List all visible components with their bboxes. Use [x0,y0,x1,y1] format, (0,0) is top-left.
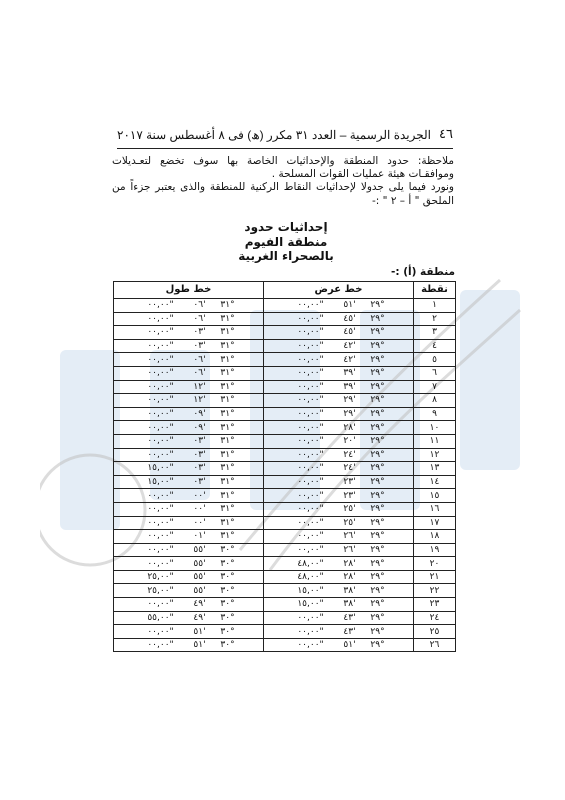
minutes-value: ١٢' [193,381,206,392]
minutes-value: ٠٠' [193,504,206,515]
minutes-value: ٢٩' [343,395,356,406]
longitude-cell [114,475,264,489]
degrees-value: ٣١° [220,409,235,420]
header-longitude: خط طول [114,282,264,299]
seconds-value: ٠٠,٠٠" [297,395,324,406]
degrees-value: ٣١° [220,504,235,515]
table-row [114,462,456,476]
latitude-cell [264,380,414,394]
point-number: ١٣ [414,462,456,476]
seconds-value: ٠٠,٠٠" [297,477,324,488]
latitude-cell [264,312,414,326]
seconds-value: ٠٠,٠٠" [147,368,174,379]
heading-line-1: إحداثيات حدود [244,220,328,234]
longitude-cell [114,394,264,408]
seconds-value: ٠٠,٠٠" [297,612,324,623]
minutes-value: ٢٣' [343,477,356,488]
degrees-value: ٢٩° [370,477,385,488]
degrees-value: ٣٠° [220,626,235,637]
point-number: ٤ [414,339,456,353]
degrees-value: ٣٠° [220,544,235,555]
point-number: ٢٠ [414,557,456,571]
seconds-value: ٠٠,٠٠" [297,531,324,542]
degrees-value: ٢٩° [370,341,385,352]
longitude-cell [114,421,264,435]
degrees-value: ٣١° [220,517,235,528]
minutes-value: ٠٣' [193,463,206,474]
degrees-value: ٣٠° [220,640,235,651]
minutes-value: ٠١' [193,531,206,542]
minutes-value: ٥١' [193,626,206,637]
seconds-value: ٤٨,٠٠" [297,558,324,569]
table-row [114,434,456,448]
minutes-value: ١٢' [193,395,206,406]
latitude-cell [264,475,414,489]
longitude-cell [114,448,264,462]
degrees-value: ٣١° [220,463,235,474]
seconds-value: ٠٠,٠٠" [297,354,324,365]
longitude-cell [114,462,264,476]
minutes-value: ٢٦' [343,544,356,555]
seconds-value: ٠٠,٠٠" [147,422,174,433]
latitude-cell [264,339,414,353]
minutes-value: ٠٦' [193,313,206,324]
table-row [114,611,456,625]
minutes-value: ٠٩' [193,409,206,420]
degrees-value: ٢٩° [370,313,385,324]
zone-label: منطقة (أ) :- [390,266,455,278]
point-number: ٢ [414,312,456,326]
latitude-cell [264,530,414,544]
latitude-cell [264,570,414,584]
longitude-cell [114,611,264,625]
seconds-value: ٠٠,٠٠" [147,531,174,542]
longitude-cell [114,516,264,530]
latitude-cell [264,516,414,530]
degrees-value: ٢٩° [370,585,385,596]
coordinates-table [113,281,456,652]
longitude-cell [114,380,264,394]
latitude-cell [264,326,414,340]
latitude-cell [264,611,414,625]
seconds-value: ١٥,٠٠" [147,463,174,474]
seconds-value: ٠٠,٠٠" [297,626,324,637]
table-row [114,530,456,544]
degrees-value: ٣١° [220,477,235,488]
minutes-value: ٤٥' [343,327,356,338]
degrees-value: ٣١° [220,381,235,392]
seconds-value: ٢٥,٠٠" [147,585,174,596]
heading-line-3: بالصحراء الغربية [238,249,334,263]
point-number: ٢٦ [414,638,456,652]
point-number: ١٠ [414,421,456,435]
longitude-cell [114,625,264,639]
seconds-value: ٢٥,٠٠" [147,572,174,583]
minutes-value: ٠٠' [193,490,206,501]
degrees-value: ٣١° [220,449,235,460]
seconds-value: ٠٠,٠٠" [147,313,174,324]
seconds-value: ٠٠,٠٠" [147,626,174,637]
point-number: ١٩ [414,543,456,557]
longitude-cell [114,299,264,313]
minutes-value: ٠٣' [193,449,206,460]
latitude-cell [264,557,414,571]
point-number: ٢١ [414,570,456,584]
latitude-cell [264,502,414,516]
table-row [114,598,456,612]
degrees-value: ٣٠° [220,585,235,596]
note-line-1: ملاحظة: حدود المنطقة والإحداثيات الخاصة بها سوف تخضع لتعـديلات وموافقـات هيئة عمليات القوات المسلحة . [112,155,454,181]
longitude-cell [114,570,264,584]
point-number: ١٤ [414,475,456,489]
degrees-value: ٣١° [220,341,235,352]
degrees-value: ٢٩° [370,409,385,420]
point-number: ١٢ [414,448,456,462]
point-number: ٦ [414,366,456,380]
seconds-value: ٠٠,٠٠" [147,341,174,352]
degrees-value: ٢٩° [370,612,385,623]
seconds-value: ٠٠,٠٠" [297,368,324,379]
seconds-value: ٠٠,٠٠" [147,490,174,501]
point-number: ١٥ [414,489,456,503]
seconds-value: ٠٠,٠٠" [297,640,324,651]
degrees-value: ٣٠° [220,558,235,569]
minutes-value: ٤٢' [343,341,356,352]
point-number: ١٨ [414,530,456,544]
minutes-value: ٢٨' [343,572,356,583]
table-row [114,489,456,503]
table-row [114,326,456,340]
minutes-value: ٠٩' [193,422,206,433]
minutes-value: ٣٨' [343,585,356,596]
longitude-cell [114,434,264,448]
longitude-cell [114,557,264,571]
latitude-cell [264,407,414,421]
minutes-value: ٠٣' [193,327,206,338]
minutes-value: ٢٤' [343,463,356,474]
point-number: ٧ [414,380,456,394]
seconds-value: ٠٠,٠٠" [297,517,324,528]
point-number: ١٧ [414,516,456,530]
degrees-value: ٢٩° [370,463,385,474]
seconds-value: ٠٠,٠٠" [147,409,174,420]
degrees-value: ٣١° [220,395,235,406]
table-row [114,407,456,421]
degrees-value: ٢٩° [370,626,385,637]
minutes-value: ٤٢' [343,354,356,365]
degrees-value: ٢٩° [370,381,385,392]
point-number: ٥ [414,353,456,367]
seconds-value: ٠٠,٠٠" [147,300,174,311]
point-number: ١ [414,299,456,313]
minutes-value: ٤٣' [343,626,356,637]
minutes-value: ٢٥' [343,504,356,515]
seconds-value: ٠٠,٠٠" [147,558,174,569]
minutes-value: ٥٥' [193,572,206,583]
table-row [114,312,456,326]
degrees-value: ٣١° [220,300,235,311]
minutes-value: ٥٥' [193,558,206,569]
degrees-value: ٣١° [220,422,235,433]
table-row [114,638,456,652]
minutes-value: ٤٣' [343,612,356,623]
minutes-value: ٥١' [343,300,356,311]
latitude-cell [264,353,414,367]
longitude-cell [114,584,264,598]
seconds-value: ٠٠,٠٠" [297,463,324,474]
heading-line-2: منطقة الفيوم [244,234,328,249]
degrees-value: ٢٩° [370,504,385,515]
longitude-cell [114,339,264,353]
page-header [117,127,453,142]
minutes-value: ٠٦' [193,300,206,311]
degrees-value: ٢٩° [370,558,385,569]
seconds-value: ٠٠,٠٠" [147,504,174,515]
minutes-value: ٥١' [343,640,356,651]
page-number: ٤٦ [439,127,453,142]
degrees-value: ٣١° [220,368,235,379]
minutes-value: ٠٦' [193,368,206,379]
point-number: ١١ [414,434,456,448]
minutes-value: ٣٨' [343,599,356,610]
degrees-value: ٣٠° [220,599,235,610]
minutes-value: ٢٨' [343,558,356,569]
point-number: ٢٢ [414,584,456,598]
seconds-value: ٠٠,٠٠" [147,449,174,460]
minutes-value: ٣٩' [343,381,356,392]
minutes-value: ٥٥' [193,585,206,596]
minutes-value: ٥١' [193,640,206,651]
minutes-value: ٠٠' [193,517,206,528]
minutes-value: ٠٣' [193,477,206,488]
point-number: ١٦ [414,502,456,516]
degrees-value: ٢٩° [370,490,385,501]
header-latitude: خط عرض [264,282,414,299]
degrees-value: ٣١° [220,313,235,324]
longitude-cell [114,353,264,367]
seconds-value: ٠٠,٠٠" [297,449,324,460]
point-number: ٣ [414,326,456,340]
latitude-cell [264,448,414,462]
minutes-value: ٢٦' [343,531,356,542]
minutes-value: ٠٣' [193,436,206,447]
table-row [114,570,456,584]
minutes-value: ٢٣' [343,490,356,501]
minutes-value: ٢٤' [343,449,356,460]
seconds-value: ٠٠,٠٠" [147,354,174,365]
seconds-value: ٠٠,٠٠" [147,544,174,555]
table-row [114,366,456,380]
seconds-value: ٠٠,٠٠" [147,327,174,338]
latitude-cell [264,584,414,598]
table-row [114,448,456,462]
point-number: ٢٣ [414,598,456,612]
table-row [114,421,456,435]
degrees-value: ٣٠° [220,612,235,623]
latitude-cell [264,625,414,639]
seconds-value: ٥٥,٠٠" [147,612,174,623]
seconds-value: ٠٠,٠٠" [147,599,174,610]
seconds-value: ١٥,٠٠" [297,585,324,596]
degrees-value: ٢٩° [370,517,385,528]
table-row [114,380,456,394]
header-rule [117,148,453,149]
longitude-cell [114,543,264,557]
longitude-cell [114,326,264,340]
header-point: نقطة [414,282,456,299]
seconds-value: ٠٠,٠٠" [297,544,324,555]
seconds-value: ٤٨,٠٠" [297,572,324,583]
latitude-cell [264,299,414,313]
longitude-cell [114,530,264,544]
latitude-cell [264,366,414,380]
seconds-value: ٠٠,٠٠" [147,640,174,651]
degrees-value: ٣١° [220,354,235,365]
seconds-value: ٠٠,٠٠" [147,381,174,392]
degrees-value: ٢٩° [370,572,385,583]
table-header-row [114,282,456,299]
minutes-value: ٢٠' [343,436,356,447]
degrees-value: ٢٩° [370,300,385,311]
degrees-value: ٢٩° [370,354,385,365]
seconds-value: ٠٠,٠٠" [297,341,324,352]
longitude-cell [114,407,264,421]
minutes-value: ٠٦' [193,354,206,365]
seconds-value: ٠٠,٠٠" [297,422,324,433]
minutes-value: ٤٥' [343,313,356,324]
seconds-value: ٠٠,٠٠" [297,313,324,324]
latitude-cell [264,434,414,448]
degrees-value: ٢٩° [370,599,385,610]
degrees-value: ٢٩° [370,436,385,447]
seconds-value: ٠٠,٠٠" [297,327,324,338]
table-row [114,557,456,571]
table-row [114,584,456,598]
degrees-value: ٣١° [220,531,235,542]
table-row [114,543,456,557]
degrees-value: ٢٩° [370,327,385,338]
degrees-value: ٢٩° [370,422,385,433]
longitude-cell [114,638,264,652]
latitude-cell [264,421,414,435]
point-number: ٢٤ [414,611,456,625]
degrees-value: ٢٩° [370,544,385,555]
seconds-value: ٠٠,٠٠" [147,395,174,406]
point-number: ٨ [414,394,456,408]
longitude-cell [114,502,264,516]
table-row [114,394,456,408]
longitude-cell [114,598,264,612]
degrees-value: ٢٩° [370,531,385,542]
table-row [114,339,456,353]
minutes-value: ٤٩' [193,599,206,610]
table-body [114,299,456,652]
table-row [114,475,456,489]
seconds-value: ٠٠,٠٠" [297,381,324,392]
section-heading [170,220,402,264]
latitude-cell [264,638,414,652]
latitude-cell [264,489,414,503]
seconds-value: ٠٠,٠٠" [297,504,324,515]
minutes-value: ٠٣' [193,341,206,352]
degrees-value: ٣٠° [220,572,235,583]
latitude-cell [264,462,414,476]
degrees-value: ٢٩° [370,368,385,379]
minutes-value: ٤٩' [193,612,206,623]
degrees-value: ٣١° [220,436,235,447]
longitude-cell [114,489,264,503]
latitude-cell [264,598,414,612]
seconds-value: ٠٠,٠٠" [297,300,324,311]
degrees-value: ٣١° [220,490,235,501]
seconds-value: ١٥,٠٠" [147,477,174,488]
degrees-value: ٣١° [220,327,235,338]
seconds-value: ٠٠,٠٠" [147,436,174,447]
longitude-cell [114,312,264,326]
degrees-value: ٢٩° [370,395,385,406]
seconds-value: ٠٠,٠٠" [297,436,324,447]
seconds-value: ٠٠,٠٠" [297,490,324,501]
table-row [114,625,456,639]
seconds-value: ٠٠,٠٠" [147,517,174,528]
minutes-value: ٢٥' [343,517,356,528]
latitude-cell [264,543,414,557]
seconds-value: ٠٠,٠٠" [297,409,324,420]
point-number: ٩ [414,407,456,421]
table-row [114,353,456,367]
seconds-value: ١٥,٠٠" [297,599,324,610]
degrees-value: ٢٩° [370,449,385,460]
degrees-value: ٢٩° [370,640,385,651]
note-line-2: ونورد فيما يلى جدولا لإحداثيات النقاط الركنية للمنطقة والذى يعتبر جزءاً من الملحق " أ – ٢ " :- [112,181,454,207]
latitude-cell [264,394,414,408]
table-row [114,299,456,313]
table-row [114,516,456,530]
publication-line: الجريدة الرسمية – العدد ٣١ مكرر (ھ) فى ٨ أغسطس سنة ٢٠١٧ [117,128,431,142]
minutes-value: ٢٩' [343,409,356,420]
minutes-value: ٢٨' [343,422,356,433]
point-number: ٢٥ [414,625,456,639]
longitude-cell [114,366,264,380]
minutes-value: ٣٩' [343,368,356,379]
table-row [114,502,456,516]
note-block [112,155,454,208]
minutes-value: ٥٥' [193,544,206,555]
